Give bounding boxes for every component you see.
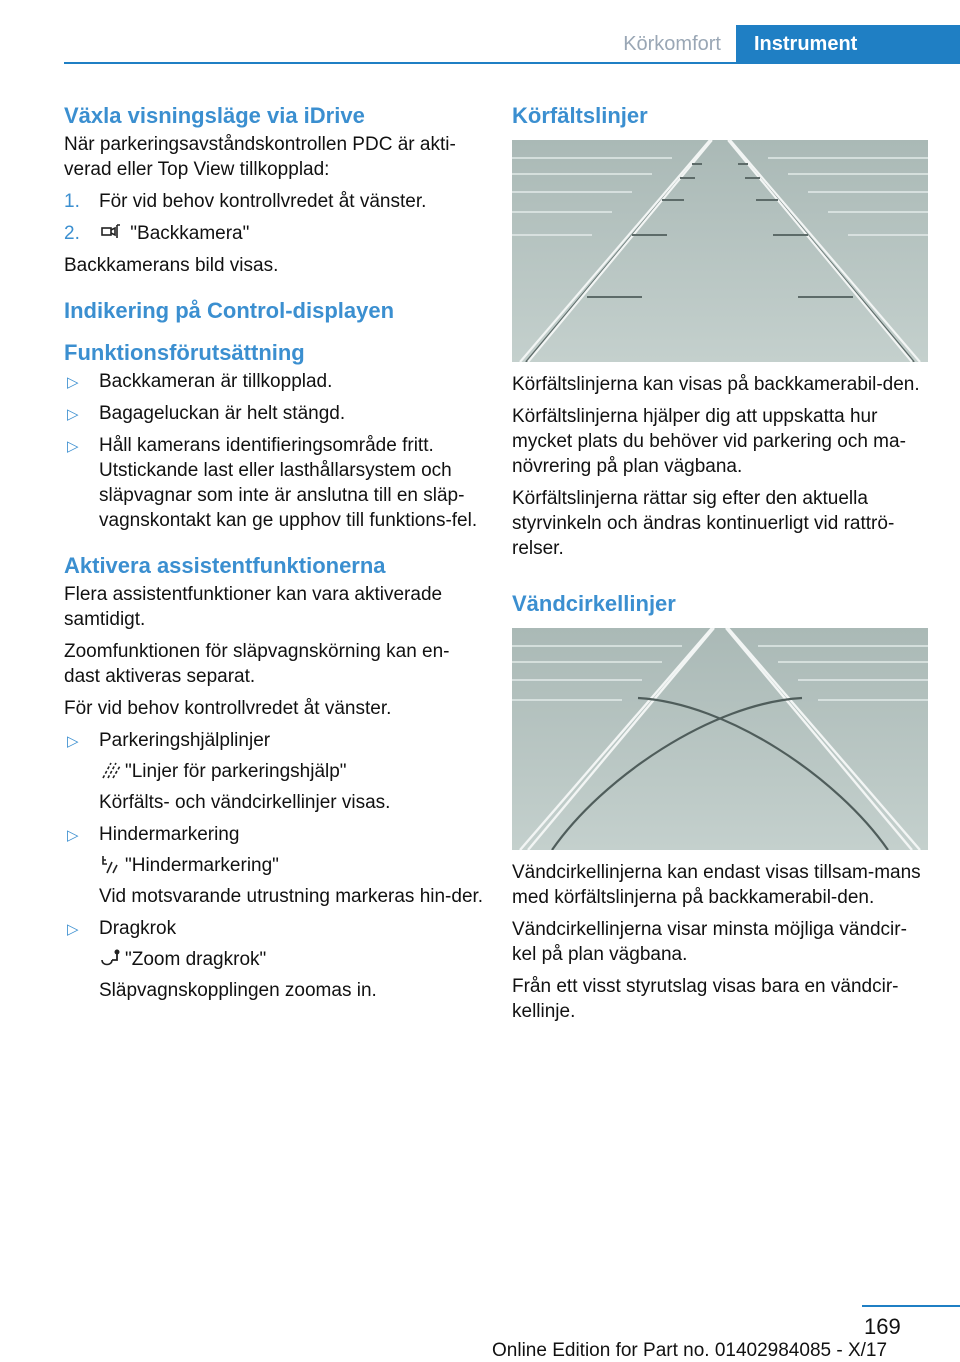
bullet-triangle-icon: ▷ (67, 438, 79, 455)
bullet-triangle-icon: ▷ (67, 733, 79, 750)
heading-turning-lines: Vändcirkellinjer (512, 591, 676, 616)
functions-list (64, 728, 484, 1003)
function-title: Parkeringshjälplinjer (99, 730, 271, 751)
paragraph-activate-1: Flera assistentfunktioner kan vara aktiverade samtidigt. (64, 584, 443, 630)
step-item (64, 221, 484, 246)
paragraph-lanes-2: Körfältslinjerna hjälper dig att uppskatta hur mycket plats du behöver vid parkering och ma-növrering på plan vägbana. (512, 406, 906, 477)
list-item (64, 401, 484, 426)
bullet-triangle-icon: ▷ (67, 374, 79, 391)
function-result: Vid motsvarande utrustning markeras hin-der. (99, 886, 484, 907)
footer-rule (862, 1305, 960, 1307)
function-item (64, 916, 484, 1003)
heading-prerequisites: Funktionsförutsättning (64, 340, 305, 365)
function-result: Släpvagnskopplingen zoomas in. (99, 980, 377, 1001)
function-menu-label: "Linjer för parkeringshjälp" (125, 761, 347, 782)
steps-list (64, 189, 484, 246)
paragraph-turn-1: Vändcirkellinjerna kan endast visas tillsam-mans med körfältslinjerna på backkamerabil-den. (512, 862, 921, 908)
paragraph-switch-intro: När parkeringsavståndskontrollen PDC är akti-verad eller Top View tillkopplad: (64, 134, 456, 180)
paragraph-turn-2: Vändcirkellinjerna visar minsta möjliga vändcir-kel på plan vägbana. (512, 919, 907, 965)
list-item-text: Backkameran är tillkopplad. (99, 371, 333, 392)
paragraph-lanes-3: Körfältslinjerna rättar sig efter den aktuella styrvinkeln och ändras kontinuerligt vid rattrö-relser. (512, 488, 895, 559)
paragraph-turn-3: Från ett visst styrutslag visas bara en vändcir-kellinje. (512, 976, 899, 1022)
list-item-text: Håll kamerans identifieringsområde fritt. Utstickande last eller lasthållarsystem och släpvagnar som inte är anslutna till en släp-vagnskontakt kan ge upphov till funktions-fel. (99, 435, 478, 531)
function-title: Dragkrok (99, 918, 177, 939)
lane-lines-camera-image (512, 140, 928, 362)
paragraph-lanes-1: Körfältslinjerna kan visas på backkamerabil-den. (512, 374, 920, 395)
step-text: För vid behov kontrollvredet åt vänster. (99, 191, 427, 212)
obstacle-marking-icon (99, 854, 121, 874)
bullet-triangle-icon: ▷ (67, 921, 79, 938)
turning-circle-camera-image (512, 628, 928, 850)
list-item (64, 433, 484, 533)
list-item (64, 369, 484, 394)
heading-control-display: Indikering på Control-displayen (64, 298, 395, 323)
rear-camera-icon (99, 222, 121, 242)
tow-hook-icon (99, 948, 121, 968)
function-title: Hindermarkering (99, 824, 240, 845)
function-menu-entry (99, 759, 484, 784)
right-column (512, 100, 928, 1031)
heading-switch-mode: Växla visningsläge via iDrive (64, 103, 365, 128)
function-item (64, 822, 484, 909)
function-menu-entry (99, 947, 484, 972)
parking-lines-icon (99, 760, 121, 780)
left-column (64, 100, 484, 1010)
step-number: 1. (64, 191, 80, 212)
bullet-triangle-icon: ▷ (67, 827, 79, 844)
paragraph-activate-3: För vid behov kontrollvredet åt vänster. (64, 698, 392, 719)
bullet-triangle-icon: ▷ (67, 406, 79, 423)
paragraph-activate-2: Zoomfunktionen för släpvagnskörning kan en-dast aktiveras separat. (64, 641, 450, 687)
prerequisites-list (64, 369, 484, 533)
function-item (64, 728, 484, 815)
page-number: 169 (864, 1314, 901, 1339)
list-item-text: Bagageluckan är helt stängd. (99, 403, 346, 424)
function-menu-label: "Zoom dragkrok" (125, 949, 267, 970)
function-menu-label: "Hindermarkering" (125, 855, 279, 876)
function-menu-entry (99, 853, 484, 878)
step-item (64, 189, 484, 214)
header-tab-instrument[interactable]: Instrument (736, 25, 960, 63)
header-rule (64, 62, 960, 64)
header-tab-korkomfort[interactable]: Körkomfort (623, 33, 721, 55)
heading-activate-assist: Aktivera assistentfunktionerna (64, 553, 386, 578)
step-number: 2. (64, 223, 80, 244)
function-result: Körfälts- och vändcirkellinjer visas. (99, 792, 391, 813)
edition-footer: Online Edition for Part no. 01402984085 - X/17 (492, 1340, 888, 1361)
heading-lane-lines: Körfältslinjer (512, 103, 648, 128)
step-text: "Backkamera" (130, 223, 250, 244)
paragraph-camera-shown: Backkamerans bild visas. (64, 255, 279, 276)
